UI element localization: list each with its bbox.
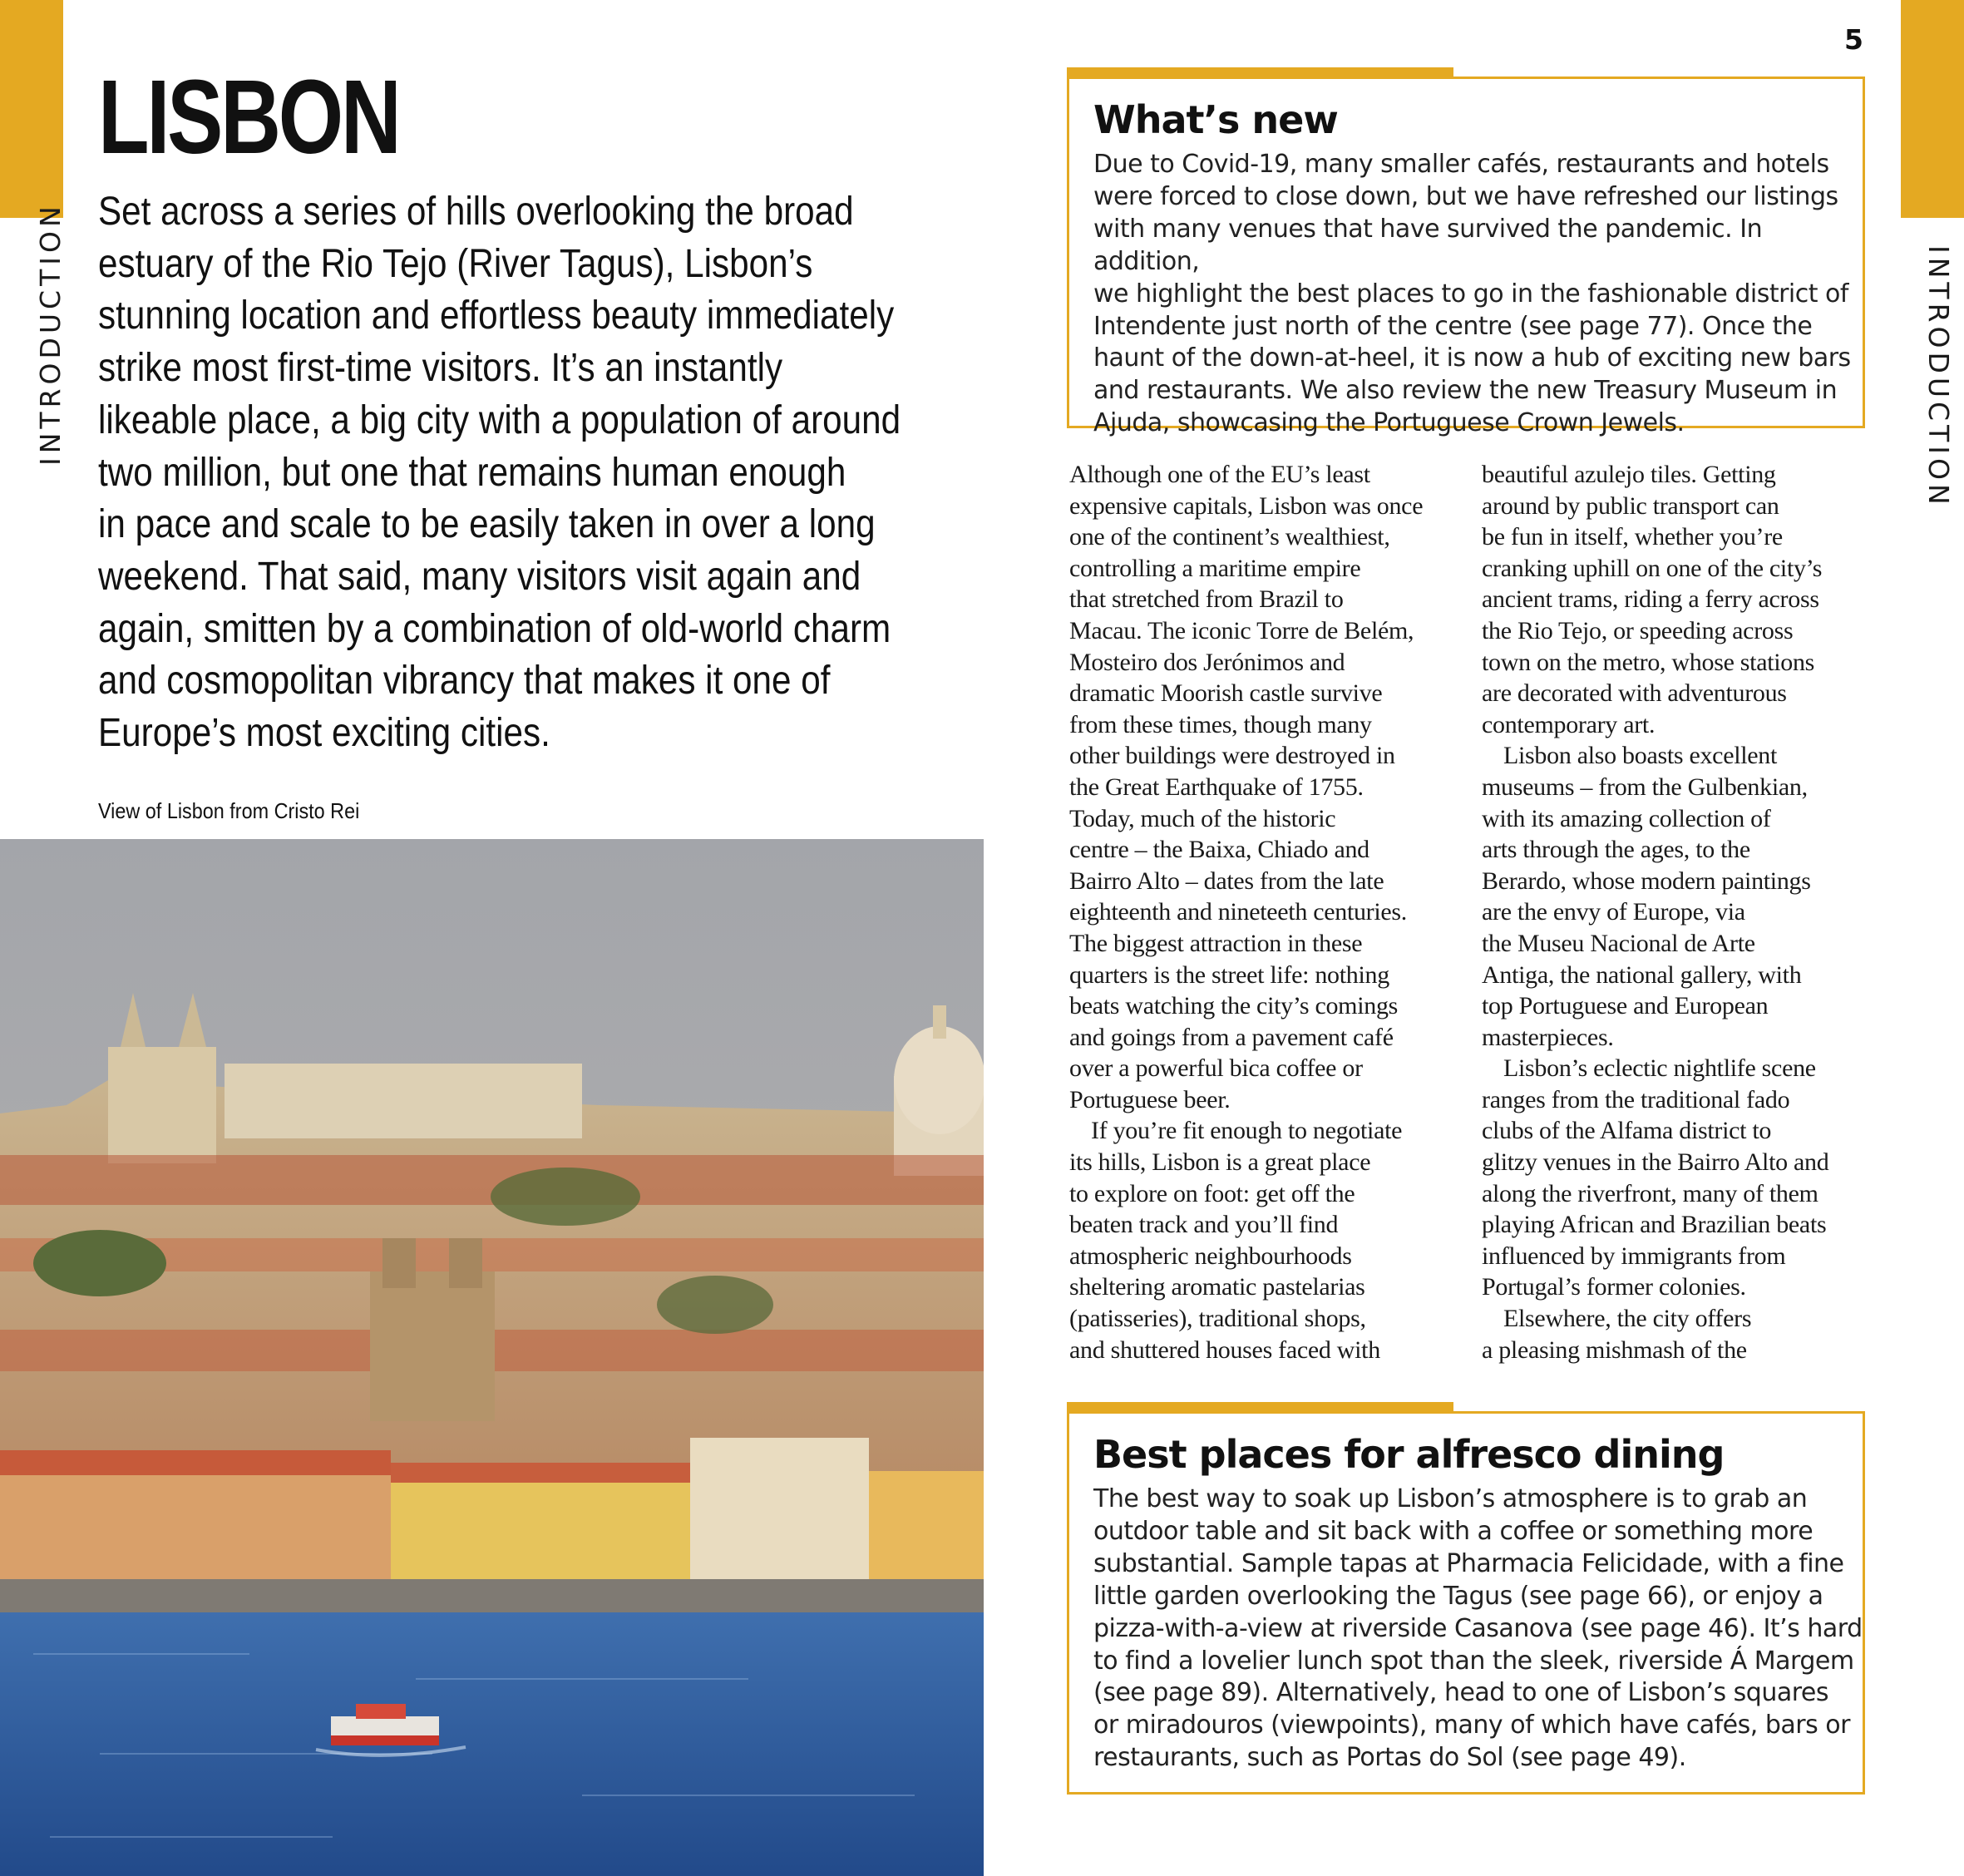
text-line: to explore on foot: get off the — [1069, 1179, 1355, 1207]
text-line: top Portuguese and European — [1482, 992, 1769, 1020]
text-line: ancient trams, riding a ferry across — [1482, 585, 1819, 614]
text-line: Bairro Alto – dates from the late — [1069, 866, 1384, 895]
text-line: eighteenth and nineteeth centuries. — [1069, 898, 1407, 926]
text-line: museums – from the Gulbenkian, — [1482, 773, 1808, 801]
box-tab — [1067, 1402, 1453, 1414]
text-line: over a powerful bica coffee or — [1069, 1054, 1363, 1083]
side-label-left: INTRODUCTION — [34, 202, 67, 466]
text-line: Berardo, whose modern paintings — [1482, 866, 1811, 895]
text-line: a pleasing mishmash of the — [1482, 1335, 1747, 1364]
text-line: Due to Covid-19, many smaller cafés, restaurants and hotels — [1093, 150, 1829, 179]
text-line: (patisseries), traditional shops, — [1069, 1305, 1366, 1333]
text-line: its hills, Lisbon is a great place — [1069, 1148, 1371, 1177]
text-line: Intendente just north of the centre (see page 77). Once the — [1093, 311, 1813, 341]
whats-new-box — [1067, 77, 1865, 438]
text-line: along the riverfront, many of them — [1482, 1179, 1818, 1207]
whats-new-text — [1093, 149, 1863, 440]
page-title: LISBON — [98, 58, 399, 175]
whats-new-heading: What’s new — [1093, 97, 1338, 142]
text-line: again, smitten by a combination of old-world charm — [98, 606, 891, 651]
text-line: the Rio Tejo, or speeding across — [1482, 616, 1794, 644]
right-accent-tab — [1901, 0, 1964, 218]
text-line: Set across a series of hills overlooking the broad — [98, 190, 854, 234]
left-accent-tab — [0, 0, 63, 218]
text-line: centre – the Baixa, Chiado and — [1069, 836, 1369, 864]
text-line: contemporary art. — [1482, 710, 1656, 738]
intro-paragraph — [98, 186, 955, 760]
text-line: expensive capitals, Lisbon was once — [1069, 491, 1424, 520]
text-line: Lisbon’s eclectic nightlife scene — [1503, 1054, 1816, 1083]
text-line: stunning location and effortless beauty immediately — [98, 294, 895, 338]
text-line: with its amazing collection of — [1482, 804, 1771, 832]
lisbon-cityscape-photo — [0, 839, 984, 1876]
text-line: to find a lovelier lunch spot than the sleek, riverside Á Margem — [1093, 1646, 1854, 1676]
text-line: in pace and scale to be easily taken in over a long — [98, 502, 876, 547]
text-line: outdoor table and sit back with a coffee or something more — [1093, 1516, 1813, 1546]
text-line: and restaurants. We also review the new Treasury Museum in — [1093, 376, 1838, 406]
text-line: Mosteiro dos Jerónimos and — [1069, 648, 1345, 676]
text-line: and cosmopolitan vibrancy that makes it one of — [98, 659, 831, 704]
text-line: Today, much of the historic — [1069, 804, 1336, 832]
text-line: the Great Earthquake of 1755. — [1069, 773, 1364, 801]
text-line: that stretched from Brazil to — [1069, 585, 1344, 614]
text-line: Portugal’s former colonies. — [1482, 1273, 1746, 1301]
text-line: Lisbon also boasts excellent — [1503, 742, 1778, 770]
text-line: and goings from a pavement café — [1069, 1023, 1394, 1051]
text-line: beautiful azulejo tiles. Getting — [1482, 461, 1776, 488]
text-line: dramatic Moorish castle survive — [1069, 679, 1383, 708]
text-line: were forced to close down, but we have refreshed our listings — [1093, 181, 1838, 211]
text-line: The biggest attraction in these — [1069, 929, 1363, 957]
text-line: other buildings were destroyed in — [1069, 742, 1395, 770]
page-number: 5 — [1844, 23, 1863, 56]
text-line: are decorated with adventurous — [1482, 679, 1787, 708]
text-line: from these times, though many — [1069, 710, 1372, 738]
text-line: restaurants, such as Portas do Sol (see page 49). — [1093, 1743, 1686, 1773]
text-line: Elsewhere, the city offers — [1503, 1305, 1752, 1333]
text-line: around by public transport can — [1482, 491, 1779, 520]
text-line: masterpieces. — [1482, 1023, 1614, 1051]
dining-heading: Best places for alfresco dining — [1093, 1432, 1725, 1477]
text-line: (see page 89). Alternatively, head to one of Lisbon’s squares — [1093, 1678, 1828, 1708]
text-line: strike most first-time visitors. It’s an instantly — [98, 346, 783, 391]
text-line: or miradouros (viewpoints), many of which have cafés, bars or — [1093, 1711, 1850, 1740]
dining-text — [1093, 1484, 1863, 1775]
text-line: substantial. Sample tapas at Pharmacia Felicidade, with a fine — [1093, 1548, 1844, 1578]
box-tab — [1067, 67, 1453, 79]
text-line: glitzy venues in the Bairro Alto and — [1482, 1148, 1829, 1177]
body-column-1 — [1069, 459, 1460, 1365]
body-column-2 — [1482, 459, 1873, 1365]
text-line: The best way to soak up Lisbon’s atmosphere is to grab an — [1093, 1484, 1808, 1513]
text-line: sheltering aromatic pastelarias — [1069, 1273, 1365, 1301]
text-line: one of the continent’s wealthiest, — [1069, 523, 1390, 551]
text-line: town on the metro, whose stations — [1482, 648, 1815, 676]
text-line: Antiga, the national gallery, with — [1482, 960, 1802, 989]
text-line: likeable place, a big city with a population of around — [98, 397, 901, 442]
text-line: haunt of the down-at-heel, it is now a hub of exciting new bars — [1093, 343, 1851, 373]
text-line: two million, but one that remains human enough — [98, 450, 846, 495]
text-line: weekend. That said, many visitors visit again and — [98, 554, 861, 599]
text-line: controlling a maritime empire — [1069, 554, 1361, 582]
text-line: playing African and Brazilian beats — [1482, 1211, 1827, 1239]
text-line: be fun in itself, whether you’re — [1482, 523, 1783, 551]
text-line: estuary of the Rio Tejo (River Tagus), Lisbon’s — [98, 241, 813, 286]
text-line: Macau. The iconic Torre de Belém, — [1069, 616, 1414, 644]
text-line: clubs of the Alfama district to — [1482, 1117, 1772, 1145]
text-line: quarters is the street life: nothing — [1069, 960, 1389, 989]
side-label-right: INTRODUCTION — [1922, 245, 1955, 509]
text-line: we highlight the best places to go in the fashionable district of — [1093, 279, 1848, 309]
text-line: Ajuda, showcasing the Portuguese Crown Jewels. — [1093, 408, 1685, 438]
text-line: Although one of the EU’s least — [1069, 461, 1370, 488]
text-line: and shuttered houses faced with — [1069, 1335, 1380, 1364]
text-line: If you’re fit enough to negotiate — [1091, 1117, 1403, 1145]
text-line: with many venues that have survived the pandemic. In addition, — [1093, 214, 1763, 276]
text-line: cranking uphill on one of the city’s — [1482, 554, 1823, 582]
text-line: beaten track and you’ll find — [1069, 1211, 1339, 1239]
text-line: little garden overlooking the Tagus (see page 66), or enjoy a — [1093, 1581, 1823, 1611]
photo-caption: View of Lisbon from Cristo Rei — [98, 798, 360, 823]
text-line: ranges from the traditional fado — [1482, 1085, 1790, 1113]
text-line: the Museu Nacional de Arte — [1482, 929, 1755, 957]
text-line: are the envy of Europe, via — [1482, 898, 1745, 926]
text-line: influenced by immigrants from — [1482, 1242, 1786, 1270]
text-line: Portuguese beer. — [1069, 1085, 1231, 1113]
text-line: Europe’s most exciting cities. — [98, 711, 550, 756]
text-line: atmospheric neighbourhoods — [1069, 1242, 1352, 1270]
text-line: pizza-with-a-view at riverside Casanova (see page 46). It’s hard — [1093, 1613, 1863, 1643]
text-line: arts through the ages, to the — [1482, 836, 1750, 864]
alfresco-dining-box — [1067, 1411, 1865, 1795]
text-line: beats watching the city’s comings — [1069, 992, 1399, 1020]
